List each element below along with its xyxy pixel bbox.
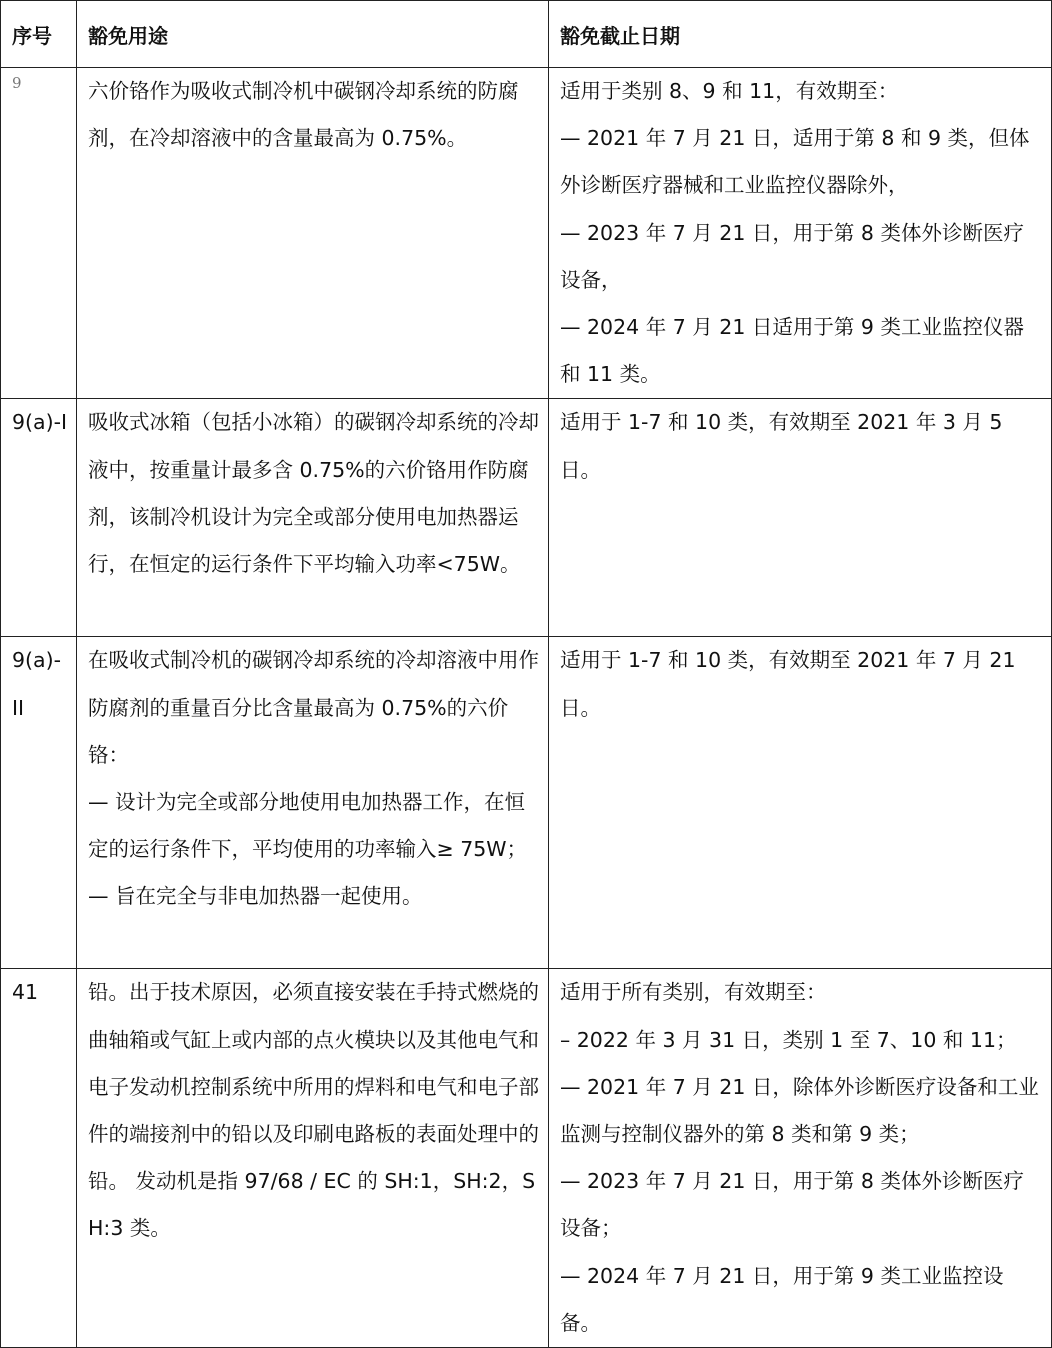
header-row [1,1,1052,68]
use-text: — 设计为完全或部分地使用电加热器工作，在恒定的运行条件下，平均使用的功率输入≥ 75W； [88,790,528,862]
table-row [1,68,1052,399]
deadline-text: 适用于所有类别，有效期至： [560,980,827,1005]
deadline-text: — 2023 年 7 月 21 日，用于第 8 类体外诊断医疗设备； [560,1169,1024,1241]
deadline-text: — 2023 年 7 月 21 日，用于第 8 类体外诊断医疗设备， [560,220,1024,292]
deadline-text: 适用于类别 8、9 和 11，有效期至： [560,79,899,103]
number-cell: 9 [1,68,77,399]
number-cell: 41 [1,969,77,1348]
deadline-cell [549,969,1052,1348]
deadline-text: — 2024 年 7 月 21 日，用于第 9 类工业监控设备。 [560,1263,1004,1335]
use-cell [77,68,549,399]
use-text: — 旨在完全与非电加热器一起使用。 [88,884,423,909]
header-use: 豁免用途 [77,1,549,68]
number-cell: 9(a)-I [1,399,77,637]
deadline-text: – 2022 年 3 月 31 日，类别 1 至 7、10 和 11； [560,1027,1017,1052]
use-cell [77,637,549,969]
header-deadline: 豁免截止日期 [549,1,1052,68]
deadline-text: 适用于 1-7 和 10 类，有效期至 2021 年 7 月 21 日。 [560,648,1016,720]
number-cell: 9(a)-II [1,637,77,969]
table-row [1,637,1052,969]
use-text: 六价铬作为吸收式制冷机中碳钢冷却系统的防腐剂，在冷却溶液中的含量最高为 0.75%。 [88,79,519,151]
header-number: 序号 [1,1,77,68]
use-cell [77,399,549,637]
use-text: 吸收式冰箱（包括小冰箱）的碳钢冷却系统的冷却液中，按重量计最多含 0.75%的六价铬用作防腐剂，该制冷机设计为完全或部分使用电加热器运行，在恒定的运行条件下平均输入功率<75W。 [88,410,539,577]
deadline-text: — 2021 年 7 月 21 日，除体外诊断医疗设备和工业监测与控制仪器外的第 8 类和第 9 类； [560,1074,1039,1147]
deadline-cell [549,399,1052,637]
deadline-text: 适用于 1-7 和 10 类，有效期至 2021 年 3 月 5 日。 [560,410,1003,482]
deadline-text: — 2024 年 7 月 21 日适用于第 9 类工业监控仪器和 11 类。 [560,315,1024,387]
deadline-cell [549,68,1052,399]
deadline-text: — 2021 年 7 月 21 日，适用于第 8 和 9 类，但体外诊断医疗器械和工业监控仪器除外， [560,126,1030,198]
table-row [1,969,1052,1348]
use-cell [77,969,549,1348]
table-row [1,399,1052,637]
deadline-cell [549,637,1052,969]
use-text: 在吸收式制冷机的碳钢冷却系统的冷却溶液中用作防腐剂的重量百分比含量最高为 0.75%的六价铬： [88,648,539,767]
use-text: 铅。出于技术原因，必须直接安装在手持式燃烧的曲轴箱或气缸上或内部的点火模块以及其他电气和电子发动机控制系统中所用的焊料和电气和电子部件的端接剂中的铅以及印刷电路板的表面处理中的铅。 发动机是指 97/68 / EC 的 SH:1，SH:2，SH:3 类。 [88,980,539,1241]
